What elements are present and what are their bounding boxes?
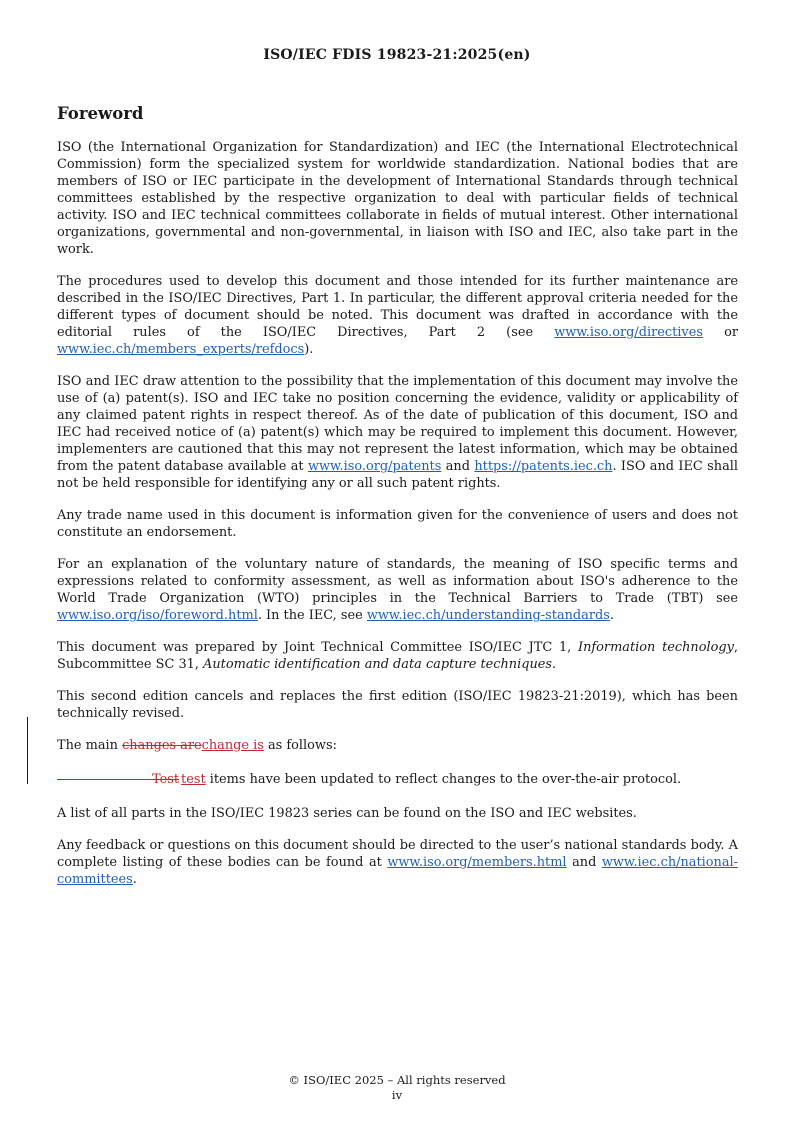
link-iec-patents[interactable]: https://patents.iec.ch: [474, 459, 613, 474]
text: .: [609, 608, 615, 623]
change-bar: [27, 717, 28, 784]
text: or: [702, 325, 738, 340]
link-iso-foreword[interactable]: www.iso.org/iso/foreword.html: [57, 608, 258, 623]
paragraph-prepared-by: [57, 639, 738, 673]
text: .: [552, 657, 557, 672]
text: and: [566, 855, 602, 870]
text: . In the IEC, see: [257, 608, 367, 623]
link-iso-directives[interactable]: www.iso.org/directives: [554, 325, 703, 340]
committee-title: Information technology: [577, 640, 734, 655]
copyright-notice: © ISO/IEC 2025 – All rights reserved: [288, 1073, 506, 1087]
tracked-insertion: change is: [201, 738, 264, 753]
link-iec-national-committees[interactable]: www.iec.ch/national-committees: [57, 855, 738, 887]
list-item: [57, 771, 738, 788]
text: ).: [304, 342, 314, 357]
page-footer: [0, 1073, 794, 1103]
paragraph-intro: ISO (the International Organization for Standardization) and IEC (the International Electrotechnical Commission) form the specialized system for worldwide standardization. National bodies that are members of ISO or IEC participate in the development of International Standards through technical committees established by the respective organization to deal with particular fields of technical activity. ISO and IEC technical committees collaborate in fields of mutual interest. Other international organizations, governmental and non-governmental, in liaison with ISO and IEC, also take part in the work.: [57, 140, 738, 257]
text: . ISO and IEC shall not be held responsible for identifying any or all such patent rights.: [57, 459, 738, 491]
paragraph-main-changes: [57, 737, 738, 754]
page-number: iv: [391, 1088, 403, 1102]
foreword-section: [57, 104, 738, 903]
paragraph-edition: This second edition cancels and replaces the first edition (ISO/IEC 19823-21:2019), which has been technically revised.: [57, 689, 738, 721]
paragraph-voluntary-nature: [57, 556, 738, 624]
text: This document was prepared by Joint Technical Committee ISO/IEC JTC 1,: [57, 640, 578, 655]
subcommittee-title: Automatic identification and data capture techniques: [203, 657, 553, 672]
link-iso-members[interactable]: www.iso.org/members.html: [387, 855, 567, 870]
tracked-insertion: test: [181, 772, 206, 787]
section-heading: Foreword: [57, 104, 144, 123]
link-iec-understanding-standards[interactable]: www.iec.ch/understanding-standards: [366, 608, 610, 623]
tracked-deletion: Test: [152, 772, 180, 787]
paragraph-patents: [57, 373, 738, 492]
document-id-header: ISO/IEC FDIS 19823-21:2025(en): [263, 47, 531, 63]
text: and: [441, 459, 475, 474]
text: The main: [57, 738, 123, 753]
paragraph-feedback: [57, 837, 738, 888]
tracked-deletion: changes are: [122, 738, 202, 753]
list-item-text: items have been updated to reflect changes to the over-the-air protocol.: [205, 772, 682, 787]
text: , Subcommittee SC 31,: [57, 640, 738, 672]
deleted-dash-marker: [57, 779, 152, 780]
text: .: [132, 872, 137, 887]
paragraph-trade-name: Any trade name used in this document is information given for the convenience of users and does not constitute an endorsement.: [57, 508, 738, 540]
text: For an explanation of the voluntary nature of standards, the meaning of ISO specific terms and expressions related to conformity assessment, as well as information about ISO's adherence to the World Trade Organization (WTO) principles in the Technical Barriers to Trade (TBT) see: [57, 557, 738, 606]
text: ISO and IEC draw attention to the possibility that the implementation of this document may involve the use of (a) patent(s). ISO and IEC take no position concerning the evidence, validity or applicability of any claimed patent rights in respect thereof. As of the date of publication of this document, ISO and IEC had received notice of (a) patent(s) which may be required to implement this document. However, implementers are cautioned that this may not represent the latest information, which may be obtained from the patent database available at: [57, 374, 738, 474]
text: Any feedback or questions on this document should be directed to the user’s national standards body. A complete listing of these bodies can be found at: [57, 838, 738, 870]
text: The procedures used to develop this document and those intended for its further maintenance are described in the ISO/IEC Directives, Part 1. In particular, the different approval criteria needed for the different types of document should be noted. This document was drafted in accordance with the editorial rules of the ISO/IEC Directives, Part 2 (see: [57, 274, 738, 340]
text: as follows:: [263, 738, 337, 753]
link-iso-patents[interactable]: www.iso.org/patents: [307, 459, 442, 474]
link-iec-refdocs[interactable]: www.iec.ch/members_experts/refdocs: [57, 342, 305, 357]
paragraph-procedures: [57, 273, 738, 358]
paragraph-series-list: A list of all parts in the ISO/IEC 19823 series can be found on the ISO and IEC websites.: [57, 806, 637, 821]
